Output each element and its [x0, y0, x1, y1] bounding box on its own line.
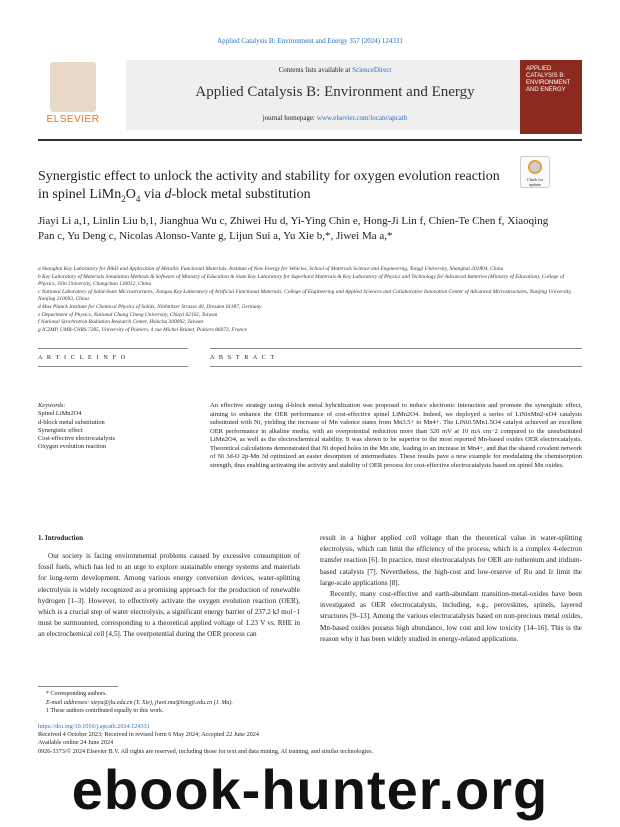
- elsevier-logo[interactable]: [38, 60, 108, 130]
- doi-link[interactable]: https://doi.org/10.1016/j.apcatb.2024.124331: [38, 723, 150, 730]
- paragraph: Recently, many cost-effective and earth-abundant transition-metal-oxides have been investigated as OER electrocatalysts, including, e.g., perovskites, spinels, layered structures [9–13]. Among the various electrocatalysts based on non-precious metal oxides, Mn-based oxides possess high abundance, low cost and low toxicity [14–16]. This is the reason why it has been widely studied in energy-related applications.: [320, 590, 582, 643]
- divider: [210, 348, 582, 349]
- affiliation: b Key Laboratory of Materials Simulation Methods & Software of Ministry of Education & State Key Laboratory for Superhard Materials & Key Laboratory of Physics and Technology for Advanced Batteries (Ministry of Education), College of Physics, Jilin University, Changchun 130012, China: [38, 273, 565, 288]
- divider: [210, 366, 582, 367]
- check-updates-icon: [528, 160, 542, 174]
- paragraph: result in a higher applied cell voltage than the theoretical value in water-splitting electrolysis, which can limit the efficiency of the process, which is a complex 4-electron transfer reaction [6]. In practice, most electrocatalysts for OER are ruthenium and iridium-based catalysts [7]. Nevertheless, the high-cost and low-reserve of Ru and Ir limit the large-scale applications [8].: [320, 534, 582, 587]
- affiliation: e Department of Physics, National Chung Cheng University, Chiayi 62102, Taiwan: [38, 311, 218, 318]
- watermark: ebook-hunter.org: [71, 758, 549, 821]
- contents-line: [126, 66, 544, 74]
- keyword: Oxygen evolution reaction: [38, 443, 107, 451]
- homepage-prefix: journal homepage:: [262, 114, 317, 122]
- affiliation: a Shanghai Key Laboratory for R&D and Application of Metallic Functional Materials, Institute of New Energy for Vehicles, School of Materials Science and Engineering, Tongji University, Shanghai 201804, China: [38, 266, 504, 272]
- header-rule: [38, 139, 582, 141]
- keywords-block: [38, 402, 188, 452]
- footnote-equal: 1 These authors contributed equally to this work.: [46, 708, 164, 715]
- journal-title: Applied Catalysis B: Environment and Energy: [195, 84, 475, 100]
- check-for-updates-button[interactable]: [520, 156, 550, 188]
- affiliation: f National Synchrotron Radiation Research Center, Hsinchu 300092, Taiwan: [38, 319, 204, 326]
- keyword: d-block metal substitution: [38, 418, 105, 426]
- publisher-name: ELSEVIER: [46, 114, 100, 125]
- journal-citation[interactable]: Applied Catalysis B: Environment and Energy 357 (2024) 124331: [217, 37, 403, 45]
- footnote-emails[interactable]: E-mail addresses: xieyu@jlu.edu.cn (Y. Xie), jiwei.ma@tongji.edu.cn (J. Ma).: [46, 699, 233, 706]
- elsevier-tree-icon: [50, 62, 96, 112]
- copyright: 0926-3373/© 2024 Elsevier B.V. All rights are reserved, including those for text and data mining, AI training, and similar technologies.: [38, 747, 374, 755]
- footnotes: [38, 690, 582, 716]
- paragraph: Our society is facing environmental problems caused by excessive consumption of fossil fuels, which has led to an urge to explore sustainable energy systems and materials for long-term development. Among various energy conversion devices, water-splitting electrolysis is widely recognized as a promising approach for the production of renewable hydrogen [1–3]. However, to effectively activate the oxygen evolution reaction (OER), which is a crucial step of water electrolysis, a significant energy barrier of 237.2 kJ mol−1 must be surmounted, corresponding to a theoretical applied voltage of 1.23 V vs. RHE in an electrochemical cell [4,5]. The overpotential during the OER process can: [38, 552, 300, 639]
- footnote-corresponding: * Corresponding authors.: [46, 691, 107, 697]
- footnote-rule: [38, 686, 118, 687]
- contents-prefix: Contents lists available at: [278, 66, 353, 74]
- check-updates-label: Check for updates: [527, 177, 543, 187]
- abstract-text: An effective strategy using d-block metal hybridization was proposed to induce electronic interaction and promote the synergistic effect, aiming to enhance the OER performance of cost-effective spinel LiMn2O4. Indeed, we deployed a series of LiNixMn2-xO4 catalysts substituted with Ni, yielding the increase of Mn valence states from Mn3.5+ to Mn4+. The LiNi0.5Mn1.5O4 catalyst achieved an excellent OER performance in alkaline media, with an overpotential reduction more than 320 mV at 10 mA cm−2 compared to the unsubstituted LiMn2O4, as well as the electrochemical stability. It was shown to be superior to the most reported Mn-based oxides OER electrocatalysts. Theoretical calculations demonstrated that Ni doped holes in the Mn site, leading to an increase in Mn4+, and that the shared covalent network of Ni 3d-O 2p-Mn 3d optimized an easier desorption of intermediates. These results pave a new example for modulating the chemisorption strength, thus enabling activating the activity and stability of OER process for cost-effective electrocatalysts based on spinel Mn oxides.: [210, 402, 582, 469]
- homepage-line: [126, 114, 544, 122]
- keyword: Synergistic effect: [38, 426, 83, 434]
- article-info-heading: A R T I C L E I N F O: [38, 354, 127, 361]
- homepage-link[interactable]: www.elsevier.com/locate/apcatb: [316, 114, 408, 122]
- keyword: Spinel LiMn2O4: [38, 410, 82, 418]
- masthead-box: [126, 60, 544, 130]
- divider: [38, 348, 188, 349]
- masthead: [38, 60, 582, 136]
- journal-cover[interactable]: [520, 60, 582, 134]
- received-dates: Received 4 October 2023; Received in revised form 6 May 2024; Accepted 22 June 2024: [38, 731, 259, 739]
- intro-column-right: [320, 533, 582, 645]
- abstract-heading: A B S T R A C T: [210, 354, 276, 361]
- section-heading: 1. Introduction: [38, 534, 83, 542]
- affiliation: c National Laboratory of Solid-State Microstructures, Jiangsu Key Laboratory of Artificial Functional Materials, College of Engineering and Applied Sciences and Collaborative Innovation Center of Advanced Microstructures, Nanjing University, Nanjing 210093, China: [38, 288, 572, 303]
- affiliation: g IC2MP, UMR-CNRS 7285, University of Poitiers, 4 rue Michel Brunet, Poitiers 86073, France: [38, 326, 247, 333]
- affiliations: [38, 266, 582, 334]
- affiliation: d Max Planck Institute for Chemical Physics of Solids, Nöthnitzer Strasse 40, Dresden 01187, Germany: [38, 303, 262, 310]
- author-list[interactable]: Jiayi Li a,1, Linlin Liu b,1, Jianghua Wu c, Zhiwei Hu d, Yi-Ying Chin e, Hong-Ji Lin f, Chien-Te Chen f, Xiaoqing Pan c, Yu Deng c, Nicolas Alonso-Vante g, Lijun Sui a, Yu Xie b,*, Jiwei Ma a,*: [38, 215, 549, 242]
- intro-column-left: [38, 551, 300, 641]
- keyword: Cost-effective electrocatalysts: [38, 435, 116, 443]
- sciencedirect-link[interactable]: ScienceDirect: [352, 66, 392, 74]
- paper-title: Synergistic effect to unlock the activity and stability for oxygen evolution reaction in spinel $LiMn_2O_4$ via d-block metal substitution: [38, 169, 500, 204]
- online-date: Available online 24 June 2024: [38, 739, 114, 747]
- cover-text: APPLIED CATALYSIS B: ENVIRONMENT AND ENERGY: [526, 66, 571, 93]
- keywords-label: Keywords:: [38, 402, 66, 409]
- publication-info: [38, 723, 582, 756]
- divider: [38, 366, 188, 367]
